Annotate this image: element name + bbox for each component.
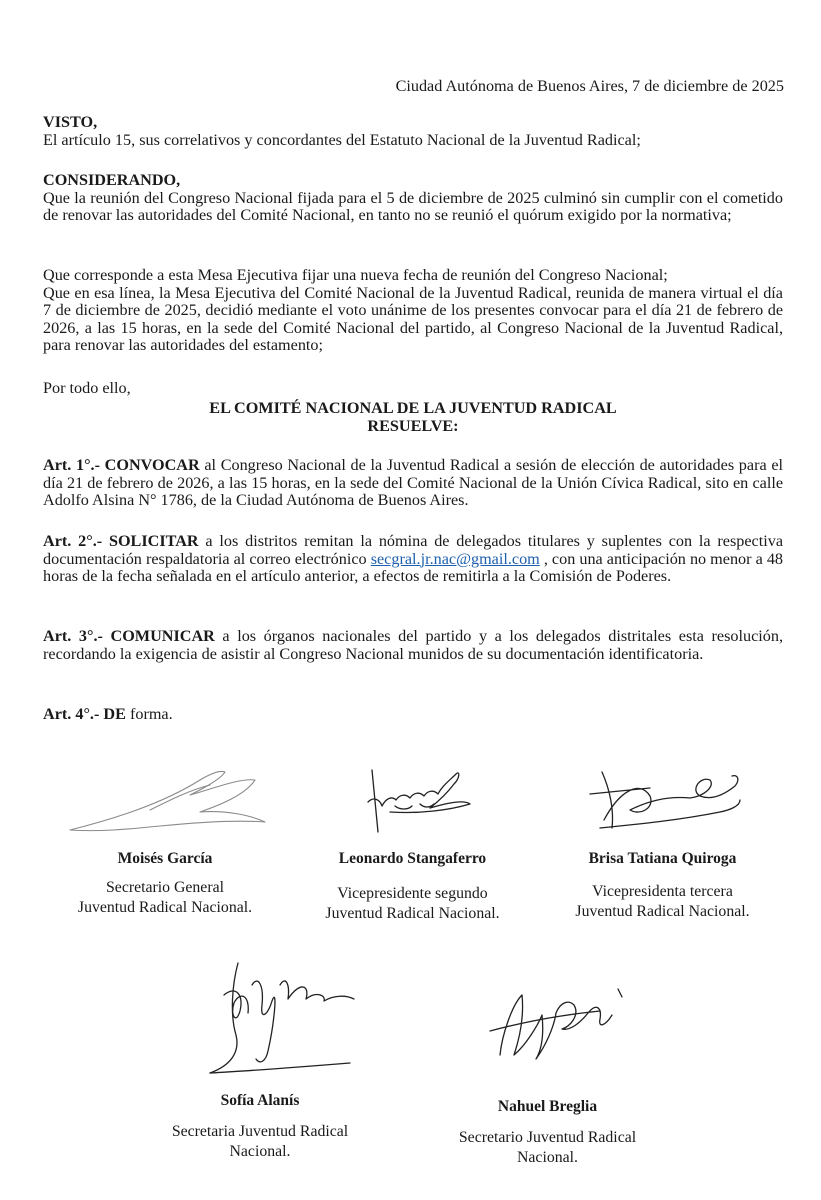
handwritten-signature-5 xyxy=(430,975,665,1085)
resolution-title: EL COMITÉ NACIONAL DE LA JUVENTUD RADICAL xyxy=(209,399,617,417)
email-link[interactable]: secgral.jr.nac@gmail.com xyxy=(370,549,540,568)
article-2-label: Art. 2°.- xyxy=(43,532,103,550)
visto-text: El artículo 15, sus correlativos y concordantes del Estatuto Nacional de la Juventud Radical; xyxy=(43,130,641,149)
signatory-4-name: Sofía Alanís xyxy=(220,1092,300,1109)
signatory-3-role-2: Juventud Radical Nacional. xyxy=(575,902,750,920)
article-4-verb: DE xyxy=(103,705,126,723)
article-2-verb: SOLICITAR xyxy=(108,532,199,550)
visto-section xyxy=(43,114,783,149)
article-4-label: Art. 4°.- xyxy=(43,705,100,723)
considerando-paragraph-2: Que corresponde a esta Mesa Ejecutiva fijar una nueva fecha de reunión del Congreso Nacional; xyxy=(43,266,668,284)
article-4 xyxy=(43,706,783,724)
resuelve-heading: RESUELVE: xyxy=(367,417,459,435)
signatory-2-role-2: Juventud Radical Nacional. xyxy=(325,904,500,922)
article-3-label: Art. 3°.- xyxy=(43,627,103,645)
signatory-2-name: Leonardo Stangaferro xyxy=(338,850,487,867)
handwritten-signature-2 xyxy=(300,750,525,840)
signatory-2-role-1: Vicepresidente segundo xyxy=(337,884,488,902)
visto-heading: VISTO, xyxy=(43,113,98,131)
handwritten-signature-4 xyxy=(140,955,380,1080)
article-2 xyxy=(43,533,783,586)
por-todo-ello: Por todo ello, xyxy=(43,379,131,397)
article-2-text-after: , con una anticipación no menor a 48 horas de la fecha señalada en el artículo anterior, a efectos de remitirla a la Comisión de Poderes. xyxy=(43,549,784,586)
considerando-paragraph-1: Que la reunión del Congreso Nacional fijada para el 5 de diciembre de 2025 culminó sin cumplir con el cometido de renovar las autoridades del Comité Nacional, en tanto no se reunió el quórum exigido por la normativa; xyxy=(43,188,783,225)
article-1-label: Art. 1°.- xyxy=(43,456,100,474)
article-4-text: forma. xyxy=(129,705,173,723)
signatory-5-role-2: Nacional. xyxy=(517,1148,578,1166)
signatory-1-role-2: Juventud Radical Nacional. xyxy=(77,898,253,916)
signatory-3-name: Brisa Tatiana Quiroga xyxy=(588,850,737,867)
article-2-text-before: a los distritos remitan la nómina de delegados titulares y suplentes con la respectiva documentación respaldatoria al correo electrónico xyxy=(43,532,784,568)
handwritten-signature-1 xyxy=(50,750,280,840)
article-3-verb: COMUNICAR xyxy=(110,627,215,645)
article-1-text: al Congreso Nacional de la Juventud Radical a sesión de elección de autoridades para el día 21 de febrero de 2026, a las 15 horas, en la sede del Comité Nacional de la Unión Cívica Radical, sito en calle Adolfo Alsina N° 1786, de la Ciudad Autónoma de Buenos Aires. xyxy=(43,456,784,510)
signatory-1-role-1: Secretario General xyxy=(106,878,224,896)
signatory-1-name: Moisés García xyxy=(117,850,213,867)
considerando-section xyxy=(43,172,783,225)
signatory-5-role-1: Secretario Juventud Radical xyxy=(458,1128,637,1146)
date-line: Ciudad Autónoma de Buenos Aires, 7 de diciembre de 2025 xyxy=(395,77,784,95)
signatory-5-name: Nahuel Breglia xyxy=(497,1098,598,1115)
signatory-4-role-2: Nacional. xyxy=(229,1142,291,1160)
considerando-paragraph-3: Que en esa línea, la Mesa Ejecutiva del Comité Nacional de la Juventud Radical, reunida de manera virtual el día 7 de diciembre de 2025, decidió mediante el voto unánime de los presentes convocar para el día 21 de febrero de 2026, a las 15 horas, en la sede del Comité Nacional del partido, al Congreso Nacional de la Juventud Radical, para renovar las autoridades del estamento; xyxy=(43,283,783,355)
article-3 xyxy=(43,628,783,663)
signatory-4-role-1: Secretaria Juventud Radical xyxy=(171,1122,349,1140)
considerando-heading: CONSIDERANDO, xyxy=(43,171,181,189)
handwritten-signature-3 xyxy=(540,750,785,840)
article-1 xyxy=(43,457,783,510)
article-3-text: a los órganos nacionales del partido y a los delegados distritales esta resolución, recordando la exigencia de asistir al Congreso Nacional munidos de su documentación identificatoria. xyxy=(43,627,783,663)
article-1-verb: CONVOCAR xyxy=(104,456,200,474)
signatory-3-role-1: Vicepresidenta tercera xyxy=(592,882,733,900)
considerando-continued xyxy=(43,267,783,355)
